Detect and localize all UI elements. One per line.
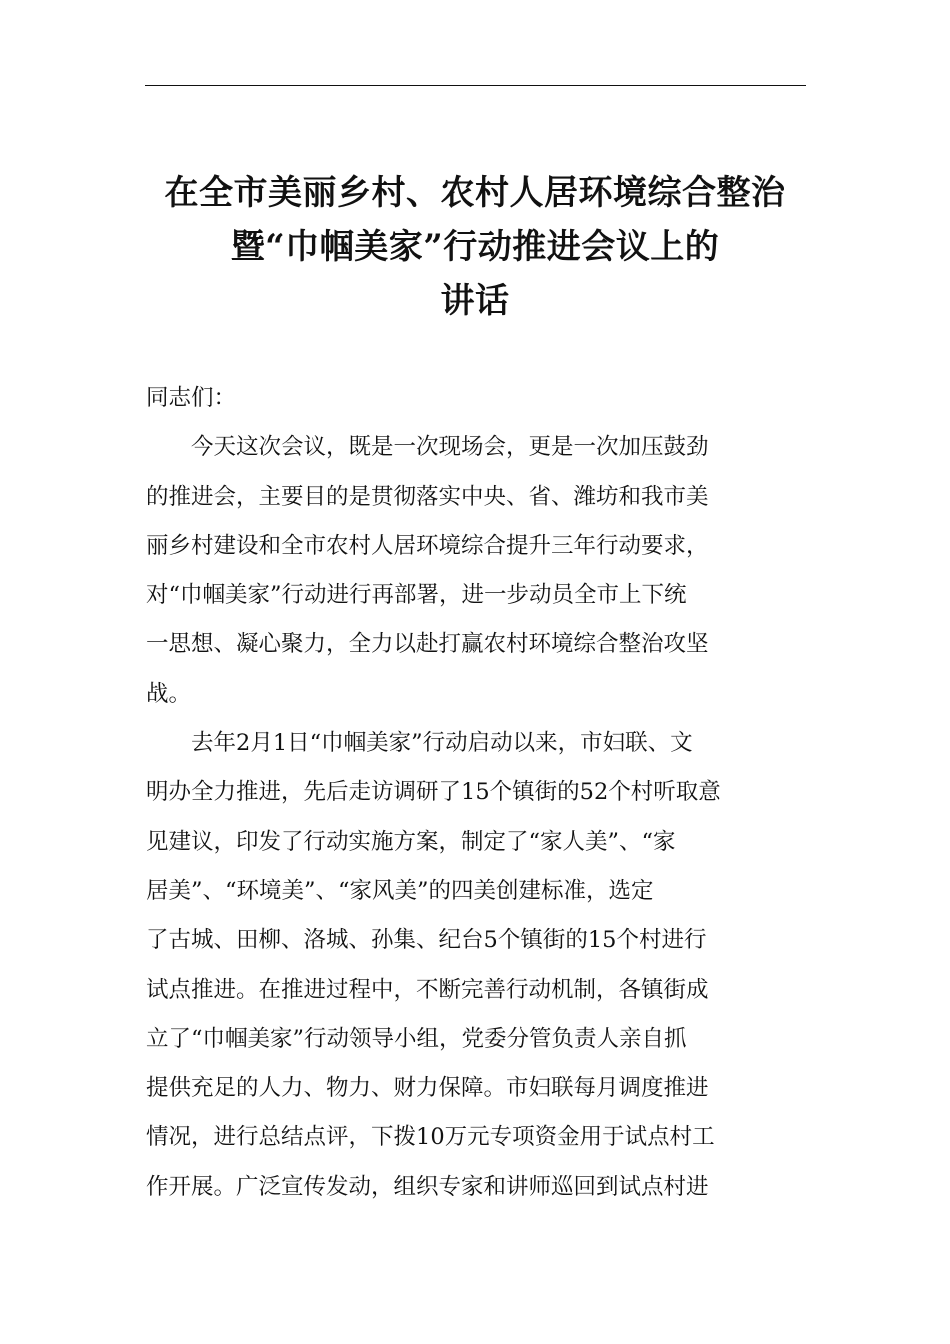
- text-line: 对“巾帼美家”行动进行再部署，进一步动员全市上下统: [146, 582, 687, 609]
- paragraph-1: [146, 423, 806, 719]
- text-line: 情况，进行总结点评，下拨10万元专项资金用于试点村工: [146, 1124, 715, 1151]
- document-title: [130, 166, 820, 328]
- text-line: 作开展。广泛宣传发动，组织专家和讲师巡回到试点村进: [146, 1173, 709, 1200]
- text-line: 了古城、田柳、洛城、孙集、纪台5个镇街的15个村进行: [146, 927, 707, 954]
- text-line: 丽乡村建设和全市农村人居环境综合提升三年行动要求，: [146, 532, 709, 559]
- text-line: 立了“巾帼美家”行动领导小组，党委分管负责人亲自抓: [146, 1025, 687, 1052]
- text-line: 去年2月1日“巾帼美家”行动启动以来，市妇联、文: [191, 730, 693, 757]
- text-line: 见建议，印发了行动实施方案，制定了“家人美”、“家: [146, 828, 676, 855]
- text-line: 一思想、凝心聚力，全力以赴打赢农村环境综合整治攻坚: [146, 631, 709, 658]
- text-line: 提供充足的人力、物力、财力保障。市妇联每月调度推进: [146, 1075, 709, 1102]
- salutation: 同志们：: [146, 385, 237, 411]
- header-rule: [145, 85, 806, 86]
- text-line: 试点推进。在推进过程中，不断完善行动机制，各镇街成: [146, 976, 709, 1003]
- title-line: 暨“巾帼美家”行动推进会议上的: [230, 227, 720, 267]
- text-line: 战。: [146, 680, 192, 707]
- title-line: 在全市美丽乡村、农村人居环境综合整治: [164, 173, 786, 213]
- title-line: 讲话: [440, 281, 510, 321]
- paragraph-2: [146, 719, 806, 1212]
- text-line: 明办全力推进，先后走访调研了15个镇街的52个村听取意: [146, 779, 721, 806]
- text-line: 今天这次会议，既是一次现场会，更是一次加压鼓劲: [191, 434, 709, 461]
- text-line: 的推进会，主要目的是贯彻落实中央、省、潍坊和我市美: [146, 483, 709, 510]
- document-body: [146, 374, 806, 1212]
- text-line: 居美”、“环境美”、“家风美”的四美创建标准，选定: [146, 877, 654, 904]
